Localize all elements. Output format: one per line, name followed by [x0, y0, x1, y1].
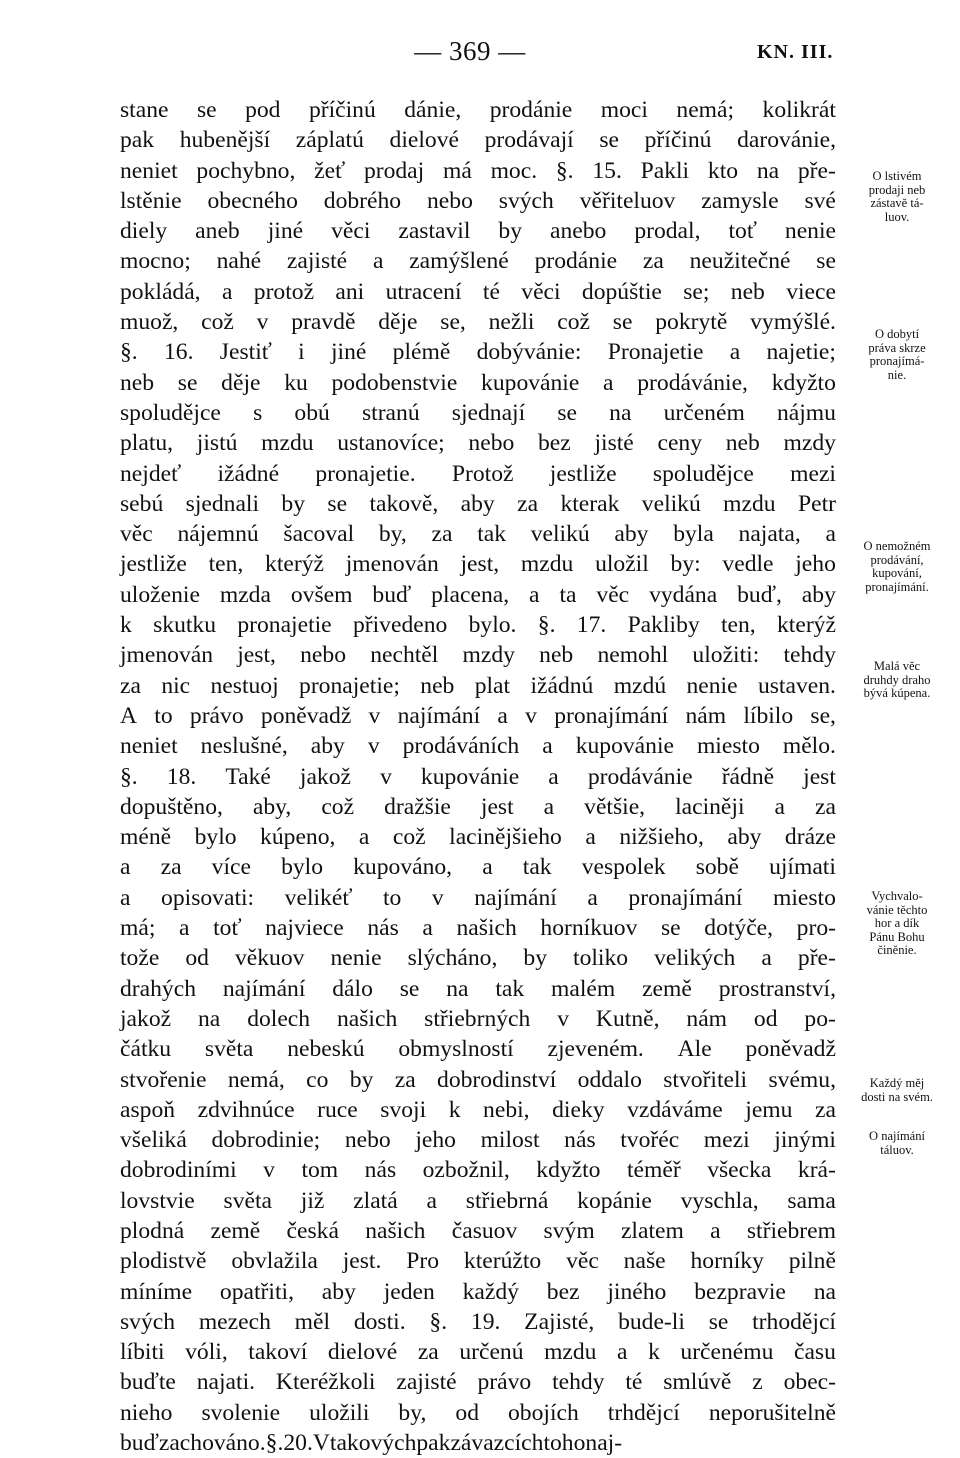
- margin-note-line: táluov.: [880, 1142, 914, 1157]
- margin-note-line: Vychvalo-: [871, 889, 923, 903]
- text-line: neniet neslušné, aby v prodáváních a kupovánie miesto mělo.: [120, 733, 836, 760]
- margin-note-line: pronajímá-: [869, 354, 925, 368]
- text-line: jestliže ten, kterýž jmenován jest, mzdu uložil by: vedle jeho: [120, 551, 836, 578]
- text-line: uloženie mzda ovšem buď placena, a ta věc vydána buď, aby: [120, 581, 836, 608]
- text-line: stvořenie nemá, co by za dobrodinství oddalo stvořiteli svému,: [120, 1066, 836, 1093]
- margin-note-line: Každý měj: [869, 1076, 925, 1090]
- margin-note-line: bývá kúpena.: [863, 686, 931, 700]
- margin-note: [838, 328, 956, 382]
- margin-note-line: práva skrze: [868, 340, 926, 355]
- margin-note-line: druhdy draho: [863, 672, 931, 687]
- text-line: lovstvie světa již zlatá a střiebrná kopánie vyschla, sama: [120, 1187, 836, 1214]
- margin-note-line: dosti na svém.: [861, 1089, 933, 1104]
- margin-note-line: luov.: [884, 209, 910, 224]
- text-line: muož, což v pravdě děje se, nežli což se pokrytě vymýšlé.: [120, 309, 836, 336]
- margin-note-line: hor a dík: [874, 916, 920, 930]
- margin-note: [838, 540, 956, 594]
- text-line: drahých najímání dálo se na tak malém země prostranství,: [120, 975, 836, 1002]
- margin-note-line: Malá věc: [873, 659, 921, 673]
- margin-note: [838, 1130, 956, 1157]
- text-line: a za více bylo kupováno, a tak vespolek sobě ujímati: [120, 854, 836, 881]
- margin-note-line: prodávání,: [870, 552, 924, 567]
- margin-note: [838, 890, 956, 958]
- margin-note-line: O lstivém: [872, 169, 922, 183]
- text-line: k skutku pronajetie přivedeno bylo. §. 17. Pakliby ten, kterýž: [120, 612, 836, 639]
- text-line: nejdeť ižádné pronajetie. Protož jestliže spoluděјce mezi: [120, 460, 836, 487]
- margin-note: [838, 170, 956, 224]
- text-line: neniet pochybno, žeť prodaj má moc. §. 15. Pakli kto na pře-: [120, 157, 836, 184]
- text-line: aspoň zdvihnúce ruce svoji k nebi, dieky vzdáváme jemu za: [120, 1096, 836, 1123]
- text-line: spoluděјce s obú stranú sjednají se na určeném nájmu: [120, 399, 836, 426]
- text-line: lstěnie obecného dobrého nebo svých věřiteluov zamysle své: [120, 187, 836, 214]
- book-marker: KN. III.: [757, 41, 834, 63]
- text-line: dobrodiními v tom nás ozbožnil, kdyžto téměř všecka krá-: [120, 1157, 836, 1184]
- margin-note-line: pronajímání.: [865, 579, 929, 594]
- text-line: stane se pod příčinú dánie, prodánie moci nemá; kolikrát: [120, 97, 836, 123]
- text-line: věc nájemnú šacoval by, za tak velikú aby byla najata, a: [120, 521, 836, 548]
- margin-note-line: Pánu Bohu: [869, 929, 925, 944]
- text-line: za nic nestuoj pronajetie; neb plat ižádnú mzdú nenie ustaven.: [120, 672, 836, 699]
- text-line: mocno; nahé zajisté a zamýšlené prodánie za neužitečné se: [120, 248, 836, 275]
- text-line: A to právo poněvadž v najímání a v pronajímání nám líbilo se,: [120, 702, 836, 729]
- text-line: plodná země česká našich časuov svým zlatem a střiebrem: [120, 1217, 836, 1244]
- margin-note-line: zástavě tá-: [870, 196, 924, 210]
- margin-note-line: kupování,: [872, 566, 922, 580]
- text-line: dopuštěno, aby, což dražšie jest a většie, laciněji a za: [120, 793, 836, 820]
- text-line: čátku světa nebeskú obmyslností zjeveném. Ale poněvadž: [120, 1036, 836, 1063]
- text-line: svých mezech měl dosti. §. 19. Zajisté, bude-li se trhodějcí: [120, 1308, 836, 1335]
- text-line: §. 18. Také jakož v kupovánie a prodávánie řádně jest: [120, 763, 836, 790]
- margin-note-line: činěnie.: [877, 943, 917, 957]
- margin-note: [838, 1077, 956, 1104]
- margin-note-line: nie.: [887, 367, 907, 382]
- text-line: jakož na dolech našich střiebrných v Kutně, nám od po-: [120, 1005, 836, 1032]
- text-line: méně bylo kúpeno, a což lacinějšieho a nižšieho, aby dráze: [120, 824, 836, 851]
- running-header: [0, 36, 960, 72]
- margin-note: [838, 660, 956, 701]
- margin-note-line: O dobytí: [874, 327, 920, 341]
- text-line: míníme opatřiti, aby jeden každý bez jiného bezpravie na: [120, 1278, 836, 1305]
- text-line: platu, jistú mzdu ustanovíce; nebo bez jisté ceny neb mzdy: [120, 430, 836, 457]
- text-line: a opisovati: velikéť to v najímání a pronajímání miesto: [120, 884, 836, 911]
- text-line: sebú sjednali by se takově, aby za kterak velikú mzdu Petr: [120, 490, 836, 517]
- text-line: líbiti vóli, takoví dielové za určenú mzdu a k určenému času: [120, 1339, 836, 1366]
- text-line: buď zachováno. §. 20. V takových pak závazcích toho naj-: [120, 1430, 623, 1457]
- text-line: diely aneb jiné věci zastavil by anebo prodal, toť nenie: [120, 218, 836, 245]
- text-line: nieho svolenie uložili by, od obojích trhdějcí neporušitelně: [120, 1399, 836, 1426]
- text-line: pak hubenější záplatú dielové prodávají se příčinú darovánie,: [120, 127, 836, 154]
- text-line: má; a toť najviece nás a našich horníkuov se dotýče, pro-: [120, 915, 836, 942]
- text-line: neb se děje ku podobenstvie kupovánie a prodávánie, kdyžto: [120, 369, 836, 396]
- margin-note-line: O najímání: [869, 1129, 925, 1143]
- text-line: buďte najati. Kteréžkoli zajisté právo tehdy té smlúvě z obec-: [120, 1369, 836, 1396]
- margin-note-line: vánie těchto: [866, 902, 928, 917]
- page-number: — 369 —: [414, 36, 526, 66]
- text-line: všeliká dobrodinie; nebo jeho milost nás tvořéc mezi jinými: [120, 1127, 836, 1154]
- margin-note-line: O nemožném: [863, 539, 931, 553]
- margin-note-line: prodaji neb: [868, 182, 926, 197]
- text-line: §. 16. Jestiť i jiné plémě dobývánie: Pronajetie a najetie;: [120, 339, 836, 366]
- text-line: plodistvě obvlažila jest. Pro kterúžto věc naše horníky pilně: [120, 1248, 836, 1275]
- text-line: tože od věkuov nenie slýcháno, by toliko velikých a pře-: [120, 945, 836, 972]
- body-text: [120, 95, 836, 1458]
- text-line: jmenován jest, nebo nechtěl mzdy neb nemohl uložiti: tehdy: [120, 642, 836, 669]
- text-line: pokládá, a protož ani utracení té věci dopúštie se; neb viece: [120, 278, 836, 305]
